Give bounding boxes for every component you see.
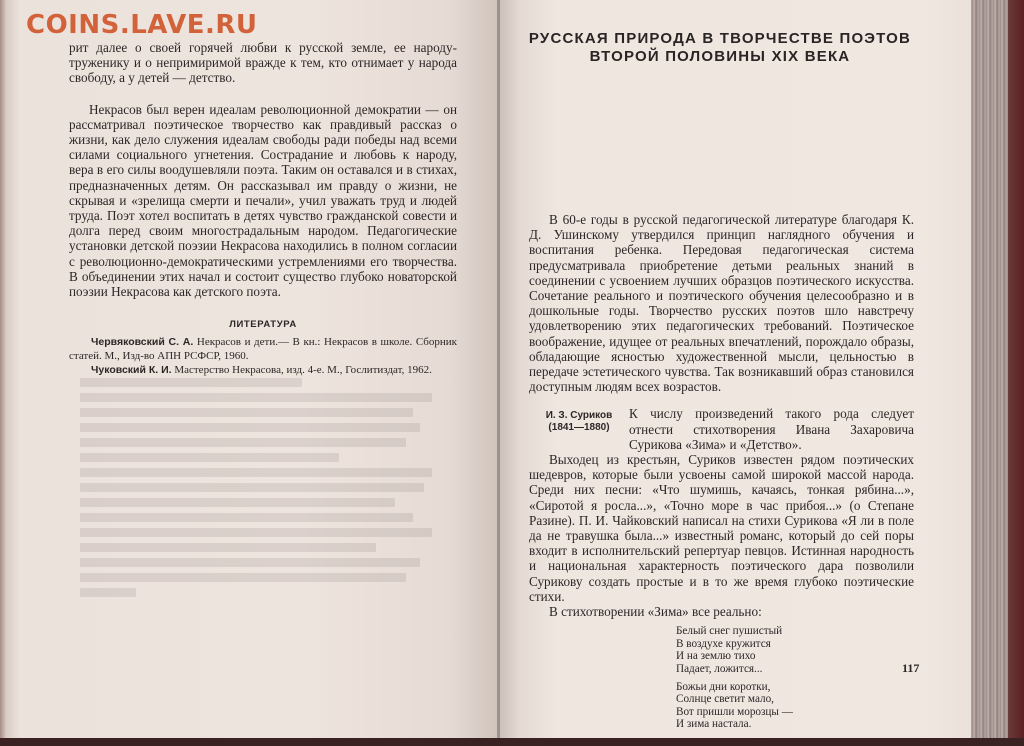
chapter-title-line-1: РУССКАЯ ПРИРОДА В ТВОРЧЕСТВЕ ПОЭТОВ	[528, 30, 912, 47]
poem-stanza	[676, 625, 914, 675]
poem-line: Белый снег пушистый	[676, 625, 783, 638]
reference-text: Мастерство Некрасова, изд. 4-е. М., Гослитиздат, 1962.	[174, 363, 432, 376]
left-page-text	[69, 40, 457, 377]
margin-note-years: (1841—1880)	[548, 422, 610, 434]
left-paragraph-2: Некрасов был верен идеалам революционной демократии — он рассматривал поэтическое творчество как правдивый рассказ о жизни, как дело служения идеалам свободы ради победы над всеми силами социального угнетения. Сострадание и любовь к народу, вера в его силы воодушевляли поэта. Таким он оставался и в стихах, предназначенных детям. Он рассказывал им правду о жизни, не скрывая и «зрелища смерти и печали», учил уважать труд и людей труда. Поэт хотел воспитать в детях чувство гражданской совести и долга перед своим многострадальным народом. Педагогические установки детской поэзии Некрасова находились в полном согласии с революционно-демократическими устремлениями его творчества. В объединении этих начал и состоит существо глубоко новаторской поэзии Некрасова как детского поэта.	[69, 101, 457, 300]
right-page-text	[529, 212, 914, 736]
intro-paragraph: В 60-е годы в русской педагогической литературе благодаря К. Д. Ушинскому утвердился принцип наглядного обучения и воспитания ребенка. Передовая педагогическая система предусматривала приобретение детьми реальных знаний в соединении с усвоением лучших образцов поэтического искусства. Сочетание реального и поэтического обучения целесообразно и в дошкольные годы. Творчество русских поэтов шло навстречу удовлетворению этих педагогических требований. Поэтическое воображение, идущее от реальных впечатлений, порождало образы, обладающие ясностью художественной мысли, цельностью в передаче эстетического чувства. Так возникавший образ становился доступным людям всех возрастов.	[529, 212, 914, 395]
reference-item	[69, 336, 457, 363]
poem-line: Вот пришли морозцы —	[676, 705, 793, 718]
poem-stanza	[676, 681, 914, 731]
author-section	[529, 406, 914, 452]
poem-line: Солнце светит мало,	[676, 693, 774, 706]
poem-line: Падает, ложится...	[676, 663, 763, 676]
book-gutter	[497, 0, 500, 738]
poem-line: Божьи дни коротки,	[676, 680, 771, 693]
book-cover-edge	[0, 738, 1024, 746]
author-intro: К числу произведений такого рода следует отнести стихотворения Ивана Захаровича Сурикова «Зима» и «Детство».	[629, 406, 914, 452]
margin-note-name: И. З. Суриков	[545, 410, 613, 422]
poem	[676, 625, 914, 731]
right-paragraph-2: Выходец из крестьян, Суриков известен рядом поэтических шедевров, которые были усвоены самой широкой массой народа. Среди них песни: «Что шумишь, качаясь, тонкая рябина...», «Сиротой я росла...», «Точно море в час прибоя...» (о Степане Разине). П. И. Чайковский написал на стихи Сурикова «Я ли в поле да не травушка была...» известный романс, который до сей поры входит в исполнительский репертуар певцов. Истинная народность и национальная характерность поэтического дара позволили Сурикову создать простые и в то же время глубоко поэтические стихи.	[529, 452, 914, 604]
bleed-through-texture	[80, 372, 450, 692]
right-paragraph-3: В стихотворении «Зима» все реально:	[549, 604, 762, 620]
reference-text: Некрасов и дети.— В кн.: Некрасов в школе. Сборник статей. М., Изд-во АПН РСФСР, 1960.	[69, 336, 458, 363]
reference-author: Чуковский К. И.	[91, 363, 172, 376]
watermark: COINS.LAVE.RU	[26, 10, 258, 40]
poem-line: И зима настала.	[676, 718, 752, 731]
page-stack-edges	[971, 0, 1024, 746]
margin-note	[529, 406, 629, 452]
reference-author: Червяковский С. А.	[91, 336, 194, 349]
left-paragraph-1: рит далее о своей горячей любви к русской земле, ее народу-труженику и о непримиримой вражде к тем, кто отнимает у народа свободу, а у детей — детство.	[69, 40, 457, 86]
poem-line: В воздухе кружится	[676, 637, 771, 650]
page-number: 117	[902, 661, 920, 675]
literature-heading: ЛИТЕРАТУРА	[229, 319, 297, 331]
chapter-title	[520, 30, 920, 66]
poem-line: И на землю тихо	[676, 650, 756, 663]
chapter-title-line-2: ВТОРОЙ ПОЛОВИНЫ XIX ВЕКА	[589, 48, 851, 65]
